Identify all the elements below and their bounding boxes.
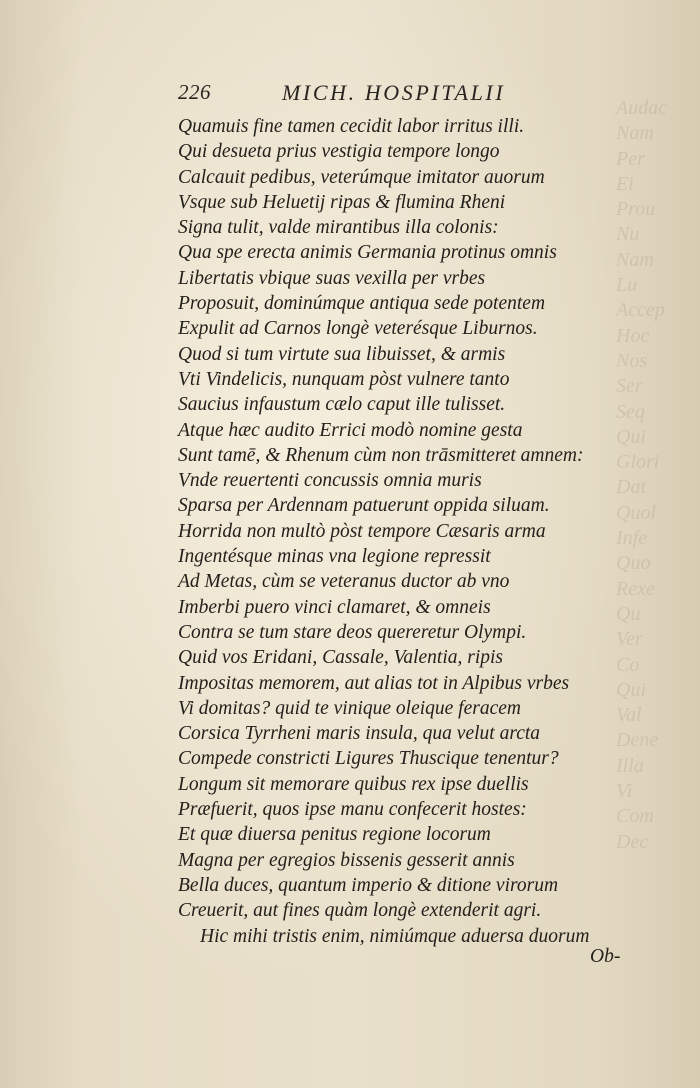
catchword: Ob- bbox=[590, 946, 621, 967]
verse-line: Proposuit, dominúmque antiqua sede potentem bbox=[178, 293, 546, 315]
verse-line: Sparsa per Ardennam patuerunt oppida siluam. bbox=[178, 495, 550, 517]
verse-line: Quid vos Eridani, Cassale, Valentia, ripis bbox=[178, 647, 504, 669]
verse-line: Qui desueta prius vestigia tempore longo bbox=[178, 141, 500, 163]
verse-line: Compede constricti Ligures Thuscique tenentur? bbox=[178, 748, 559, 770]
verse-line: Vnde reuertenti concussis omnia muris bbox=[178, 470, 482, 492]
verse-line: Horrida non multò pòst tempore Cæsaris arma bbox=[178, 520, 546, 542]
verse-line: Signa tulit, valde mirantibus illa colonis: bbox=[178, 217, 499, 239]
verse-line: Vi domitas? quid te vinique oleique feracem bbox=[178, 697, 521, 719]
verse-line: Saucius infaustum cælo caput ille tulisset. bbox=[178, 394, 506, 416]
verse-line: Libertatis vbique suas vexilla per vrbes bbox=[178, 267, 486, 289]
verse-line: Imberbi puero vinci clamaret, & omneis bbox=[178, 596, 491, 618]
verse-line: Præfuerit, quos ipse manu confecerit hostes: bbox=[178, 799, 527, 821]
bleed-through-text: Audac Nam Per Ei Prou Nu Nam Lu Accep Hoc Nos Ser Seq Qui Glori Dat Quol Infe Quo Rexe Qu Ver Co Qui Val Dene Illa Vi Com Dec bbox=[616, 97, 668, 853]
verse-line: Creuerit, aut fines quàm longè extenderit agri. bbox=[178, 900, 542, 922]
verse-line: Impositas memorem, aut alias tot in Alpibus vrbes bbox=[178, 672, 570, 694]
verse-line: Corsica Tyrrheni maris insula, qua velut arcta bbox=[178, 723, 541, 745]
verse-line: Ingentésque minas vna legione repressit bbox=[178, 546, 491, 568]
verse-line: Calcauit pedibus, veterúmque imitator auorum bbox=[178, 166, 545, 188]
verse-line: Ad Metas, cùm se veteranus ductor ab vno bbox=[178, 571, 510, 593]
verse-line: Et quæ diuersa penitus regione locorum bbox=[178, 824, 491, 846]
page-header bbox=[178, 80, 550, 110]
verse-line: Atque hæc audito Errici modò nomine gesta bbox=[178, 419, 523, 441]
verse-line: Expulit ad Carnos longè veterésque Liburnos. bbox=[178, 318, 538, 340]
running-head: MICH. HOSPITALII bbox=[282, 80, 506, 105]
verse-block bbox=[178, 114, 638, 949]
verse-line: Contra se tum stare deos quereretur Olympi. bbox=[178, 621, 527, 643]
verse-line: Longum sit memorare quibus rex ipse duellis bbox=[178, 773, 529, 795]
verse-line: Vsque sub Heluetij ripas & flumina Rheni bbox=[178, 191, 506, 213]
page-number: 226 bbox=[178, 80, 211, 104]
verse-line: Magna per egregios bissenis gesserit annis bbox=[178, 849, 515, 871]
verse-line: Quod si tum virtute sua libuisset, & armis bbox=[178, 343, 506, 365]
verse-line-indented: Hic mihi tristis enim, nimiúmque aduersa duorum bbox=[200, 925, 590, 947]
verse-line: Quamuis fine tamen cecidit labor irritus illi. bbox=[178, 116, 525, 137]
verse-line: Qua spe erecta animis Germania protinus omnis bbox=[178, 242, 557, 264]
verse-line: Sunt tamē, & Rhenum cùm non trāsmitteret amnem: bbox=[178, 444, 584, 466]
verse-line: Bella duces, quantum imperio & ditione virorum bbox=[178, 874, 559, 896]
verse-line: Vti Vindelicis, nunquam pòst vulnere tanto bbox=[178, 368, 510, 390]
